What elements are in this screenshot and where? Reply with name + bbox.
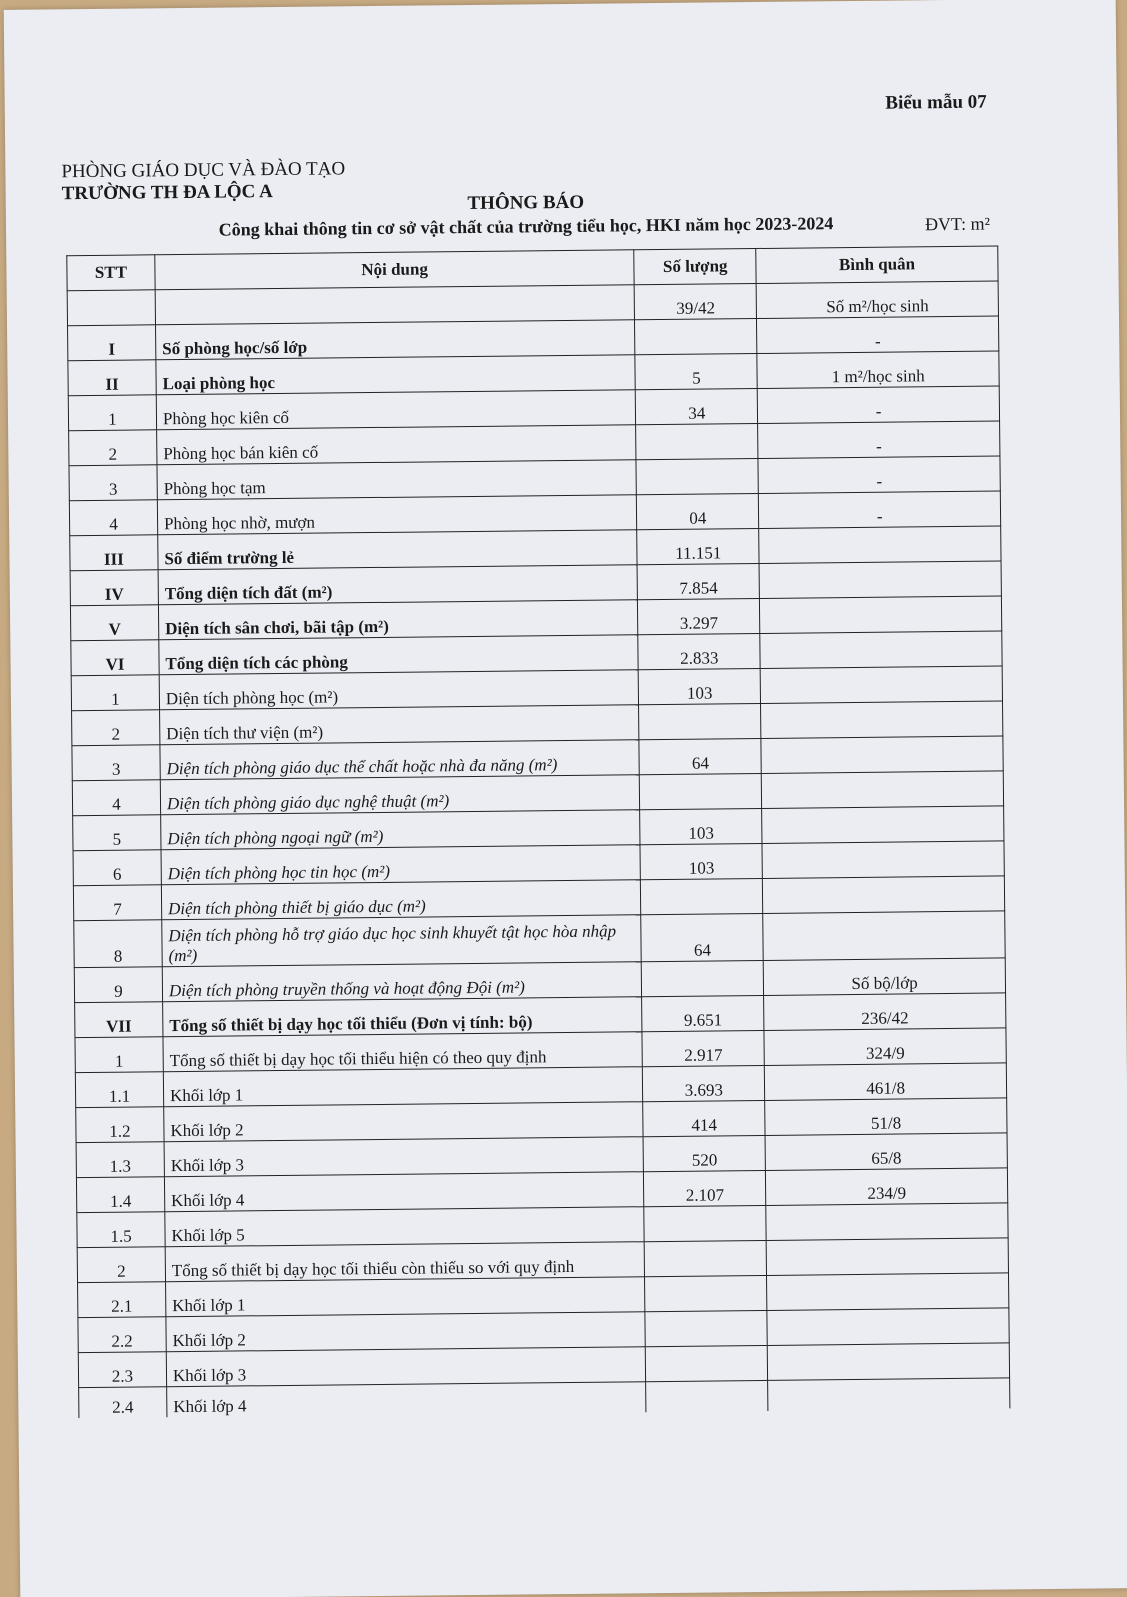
row-quantity xyxy=(646,1345,768,1381)
row-content: Phòng học nhờ, mượn xyxy=(157,495,637,535)
row-average: Số bộ/lớp xyxy=(763,958,1005,996)
row-quantity: 7.854 xyxy=(637,563,759,599)
row-content: Phòng học tạm xyxy=(157,460,637,500)
row-content: Khối lớp 3 xyxy=(166,1347,646,1387)
row-average xyxy=(761,701,1003,739)
row-quantity xyxy=(645,1310,767,1346)
row-quantity: 414 xyxy=(643,1100,765,1136)
row-average: 461/8 xyxy=(765,1063,1007,1101)
row-quantity: 520 xyxy=(643,1135,765,1171)
row-content: Khối lớp 1 xyxy=(163,1067,643,1107)
row-quantity xyxy=(641,878,763,914)
row-quantity xyxy=(636,423,758,459)
row-content: Khối lớp 4 xyxy=(164,1172,644,1212)
row-average xyxy=(763,876,1005,914)
document-subtitle: Công khai thông tin cơ sở vật chất của trường tiểu học, HKI năm học 2023-2024 xyxy=(218,213,834,240)
row-content: Diện tích phòng thiết bị giáo dục (m²) xyxy=(161,880,641,920)
row-stt: 1.4 xyxy=(76,1177,164,1213)
row-stt xyxy=(67,290,155,326)
department-name: PHÒNG GIÁO DỤC VÀ ĐÀO TẠO xyxy=(61,158,346,183)
row-average xyxy=(762,841,1004,879)
row-stt: 1.2 xyxy=(76,1107,164,1143)
row-average xyxy=(767,1273,1009,1311)
row-content: Diện tích phòng học tin học (m²) xyxy=(161,845,641,885)
row-content xyxy=(155,285,635,325)
row-stt: 2.1 xyxy=(78,1282,166,1318)
row-quantity: 9.651 xyxy=(642,995,764,1031)
row-content: Diện tích phòng giáo dục nghệ thuật (m²) xyxy=(160,775,640,815)
row-average: 51/8 xyxy=(765,1098,1007,1136)
row-content: Diện tích phòng ngoại ngữ (m²) xyxy=(161,810,641,850)
row-content: Khối lớp 4 xyxy=(167,1382,647,1418)
row-quantity: 3.693 xyxy=(643,1065,765,1101)
row-stt: 2 xyxy=(77,1247,165,1283)
row-stt: I xyxy=(68,325,156,361)
row-quantity xyxy=(636,458,758,494)
row-stt: 3 xyxy=(72,745,160,781)
row-stt: 6 xyxy=(73,850,161,886)
row-stt: II xyxy=(68,360,156,396)
row-quantity: 64 xyxy=(639,738,761,774)
row-stt: 7 xyxy=(73,885,161,921)
row-stt: 1.5 xyxy=(77,1212,165,1248)
row-content: Tổng diện tích đất (m²) xyxy=(158,565,638,605)
row-content: Tổng số thiết bị dạy học tối thiểu còn thiếu so với quy định xyxy=(165,1242,645,1282)
row-quantity: 103 xyxy=(638,668,760,704)
row-quantity: 103 xyxy=(640,843,762,879)
row-stt: 2.3 xyxy=(78,1352,166,1388)
row-content: Diện tích phòng giáo dục thể chất hoặc nhà đa năng (m²) xyxy=(160,740,640,780)
row-quantity xyxy=(640,773,762,809)
row-average: 234/9 xyxy=(766,1168,1008,1206)
header-stt: STT xyxy=(67,255,155,291)
school-name: TRƯỜNG TH ĐA LỘC A xyxy=(61,181,273,205)
row-stt: 2.2 xyxy=(78,1317,166,1353)
row-quantity: 39/42 xyxy=(634,283,756,319)
row-content: Khối lớp 3 xyxy=(164,1137,644,1177)
row-content: Số điểm trường lẻ xyxy=(158,530,638,570)
row-content: Tổng diện tích các phòng xyxy=(159,635,639,675)
row-average xyxy=(767,1308,1009,1346)
row-content: Khối lớp 2 xyxy=(164,1102,644,1142)
row-quantity xyxy=(639,703,761,739)
row-average: 236/42 xyxy=(764,993,1006,1031)
row-average xyxy=(767,1343,1009,1381)
row-quantity: 11.151 xyxy=(637,528,759,564)
form-code: Biểu mẫu 07 xyxy=(885,91,987,114)
row-content: Loại phòng học xyxy=(156,355,636,395)
row-content: Phòng học bán kiên cố xyxy=(157,425,637,465)
row-average: 324/9 xyxy=(764,1028,1006,1066)
header-average: Bình quân xyxy=(756,246,998,284)
row-stt: 1 xyxy=(75,1037,163,1073)
row-stt: 2.4 xyxy=(79,1387,167,1418)
row-content: Khối lớp 5 xyxy=(165,1207,645,1247)
row-average xyxy=(759,526,1001,564)
row-stt: 4 xyxy=(69,500,157,536)
row-stt: IV xyxy=(70,570,158,606)
row-content: Khối lớp 1 xyxy=(165,1277,645,1317)
row-stt: VII xyxy=(75,1002,163,1038)
row-stt: III xyxy=(70,535,158,571)
row-quantity xyxy=(644,1205,766,1241)
row-content: Tổng số thiết bị dạy học tối thiểu (Đơn vị tính: bộ) xyxy=(163,997,643,1037)
row-quantity: 2.107 xyxy=(644,1170,766,1206)
row-average xyxy=(762,806,1004,844)
row-content: Số phòng học/số lớp xyxy=(155,320,635,360)
row-average xyxy=(760,596,1002,634)
row-average: - xyxy=(758,456,1000,494)
row-quantity xyxy=(645,1275,767,1311)
row-average xyxy=(763,911,1005,961)
header-content: Nội dung xyxy=(155,250,635,290)
row-stt: 2 xyxy=(72,710,160,746)
row-content: Diện tích sân chơi, bãi tập (m²) xyxy=(158,600,638,640)
document-page xyxy=(4,0,1127,1597)
row-quantity: 2.917 xyxy=(642,1030,764,1066)
row-content: Khối lớp 2 xyxy=(166,1312,646,1352)
row-quantity xyxy=(646,1380,768,1412)
row-content: Tổng số thiết bị dạy học tối thiểu hiện có theo quy định xyxy=(163,1032,643,1072)
table-body xyxy=(67,281,1010,1418)
row-quantity: 34 xyxy=(636,388,758,424)
row-stt: VI xyxy=(71,640,159,676)
row-stt: 3 xyxy=(69,465,157,501)
unit-label: ĐVT: m² xyxy=(924,213,991,235)
row-stt: 9 xyxy=(74,967,162,1003)
row-average xyxy=(768,1378,1010,1411)
row-average xyxy=(766,1238,1008,1276)
row-stt: V xyxy=(70,605,158,641)
row-average: - xyxy=(757,386,999,424)
row-average xyxy=(761,736,1003,774)
row-average: - xyxy=(757,316,999,354)
row-average: - xyxy=(758,421,1000,459)
row-quantity: 103 xyxy=(640,808,762,844)
header-quantity: Số lượng xyxy=(634,249,756,285)
row-average: Số m²/học sinh xyxy=(756,281,998,319)
row-average: 1 m²/học sinh xyxy=(757,351,999,389)
row-quantity: 04 xyxy=(637,493,759,529)
row-stt: 8 xyxy=(74,920,162,968)
row-average xyxy=(759,561,1001,599)
row-stt: 5 xyxy=(73,815,161,851)
row-quantity: 2.833 xyxy=(638,633,760,669)
row-content: Diện tích thư viện (m²) xyxy=(159,705,639,745)
row-quantity xyxy=(635,318,757,354)
row-average xyxy=(761,771,1003,809)
row-stt: 4 xyxy=(72,780,160,816)
row-quantity: 5 xyxy=(635,353,757,389)
row-quantity xyxy=(644,1240,766,1276)
row-average xyxy=(760,666,1002,704)
row-average xyxy=(766,1203,1008,1241)
row-quantity: 64 xyxy=(641,913,763,961)
row-average: 65/8 xyxy=(765,1133,1007,1171)
row-stt: 1.3 xyxy=(76,1142,164,1178)
row-stt: 1 xyxy=(71,675,159,711)
row-average: - xyxy=(759,491,1001,529)
row-content: Phòng học kiên cố xyxy=(156,390,636,430)
document-title: THÔNG BÁO xyxy=(467,191,585,215)
row-content: Diện tích phòng truyền thống và hoạt động Đội (m²) xyxy=(162,962,642,1002)
row-quantity: 3.297 xyxy=(638,598,760,634)
row-content: Diện tích phòng học (m²) xyxy=(159,670,639,710)
facilities-table xyxy=(66,245,1010,1418)
row-average xyxy=(760,631,1002,669)
row-quantity xyxy=(642,960,764,996)
row-stt: 2 xyxy=(69,430,157,466)
row-stt: 1 xyxy=(68,395,156,431)
row-stt: 1.1 xyxy=(75,1072,163,1108)
row-content: Diện tích phòng hỗ trợ giáo dục học sinh khuyết tật học hòa nhập (m²) xyxy=(162,915,642,967)
